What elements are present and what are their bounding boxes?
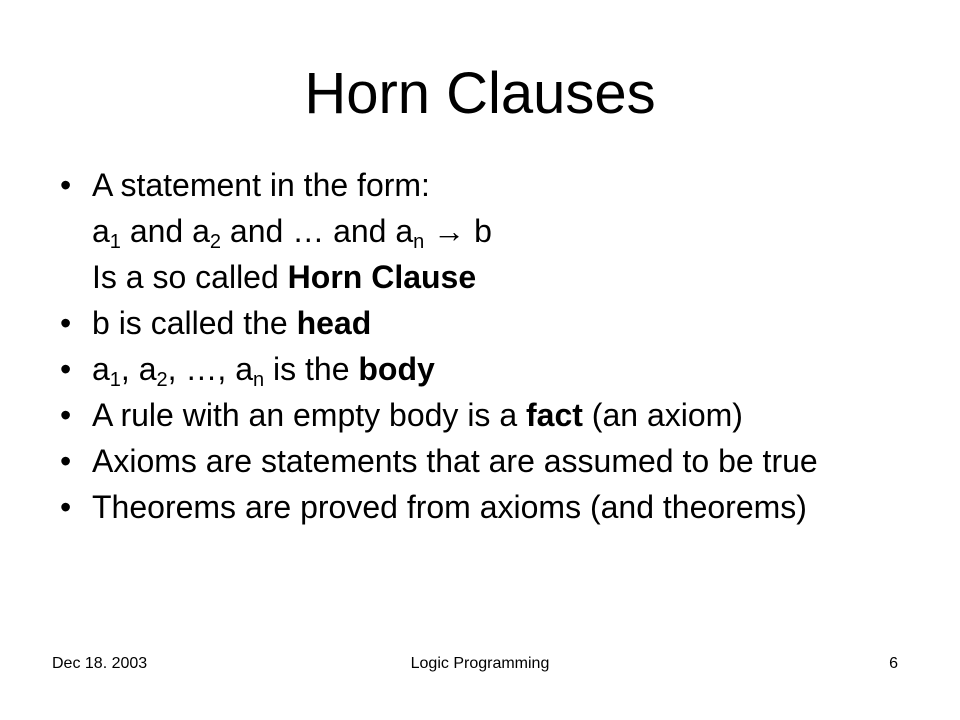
bullet-axioms <box>60 438 920 484</box>
term-body: body <box>358 351 435 387</box>
bullet-text: Theorems are proved from axioms (and theorems) <box>92 489 807 525</box>
bullet-body: • $a_1$, $a_2$, …, $a_n$ is the body <box>60 346 920 392</box>
bullet-marker: • <box>60 443 72 479</box>
term-head: head <box>296 305 372 341</box>
horn-formula: $a_1$ and $a_2$ and … and $a_n \to b$ <box>92 213 492 253</box>
bullet-head: • b is called the head <box>60 300 920 346</box>
bullet-text: A statement in the form: <box>92 167 430 203</box>
bullet-marker: • <box>60 397 72 433</box>
horn-clause-definition: Is a so called Horn Clause <box>92 259 477 295</box>
implies-arrow: → b <box>424 213 492 249</box>
bullet-text: Axioms are statements that are assumed to be true <box>92 443 818 479</box>
term-horn-clause: Horn Clause <box>287 259 477 295</box>
slide-title: Horn Clauses <box>304 61 656 126</box>
bullet-statement-form <box>60 162 920 208</box>
bullet-marker: • <box>60 167 72 203</box>
bullet-marker: • <box>60 489 72 525</box>
footer-page-number: 6 <box>889 655 898 672</box>
footer-date: Dec 18. 2003 <box>52 655 148 672</box>
bullet-fact: • A rule with an empty body is a fact (an axiom) <box>60 392 920 438</box>
slide-body <box>60 162 920 530</box>
term-fact: fact <box>526 397 583 433</box>
footer-course: Logic Programming <box>410 655 550 672</box>
bullet-marker: • <box>60 305 72 341</box>
bullet-marker: • <box>60 351 72 387</box>
bullet-theorems <box>60 484 920 530</box>
